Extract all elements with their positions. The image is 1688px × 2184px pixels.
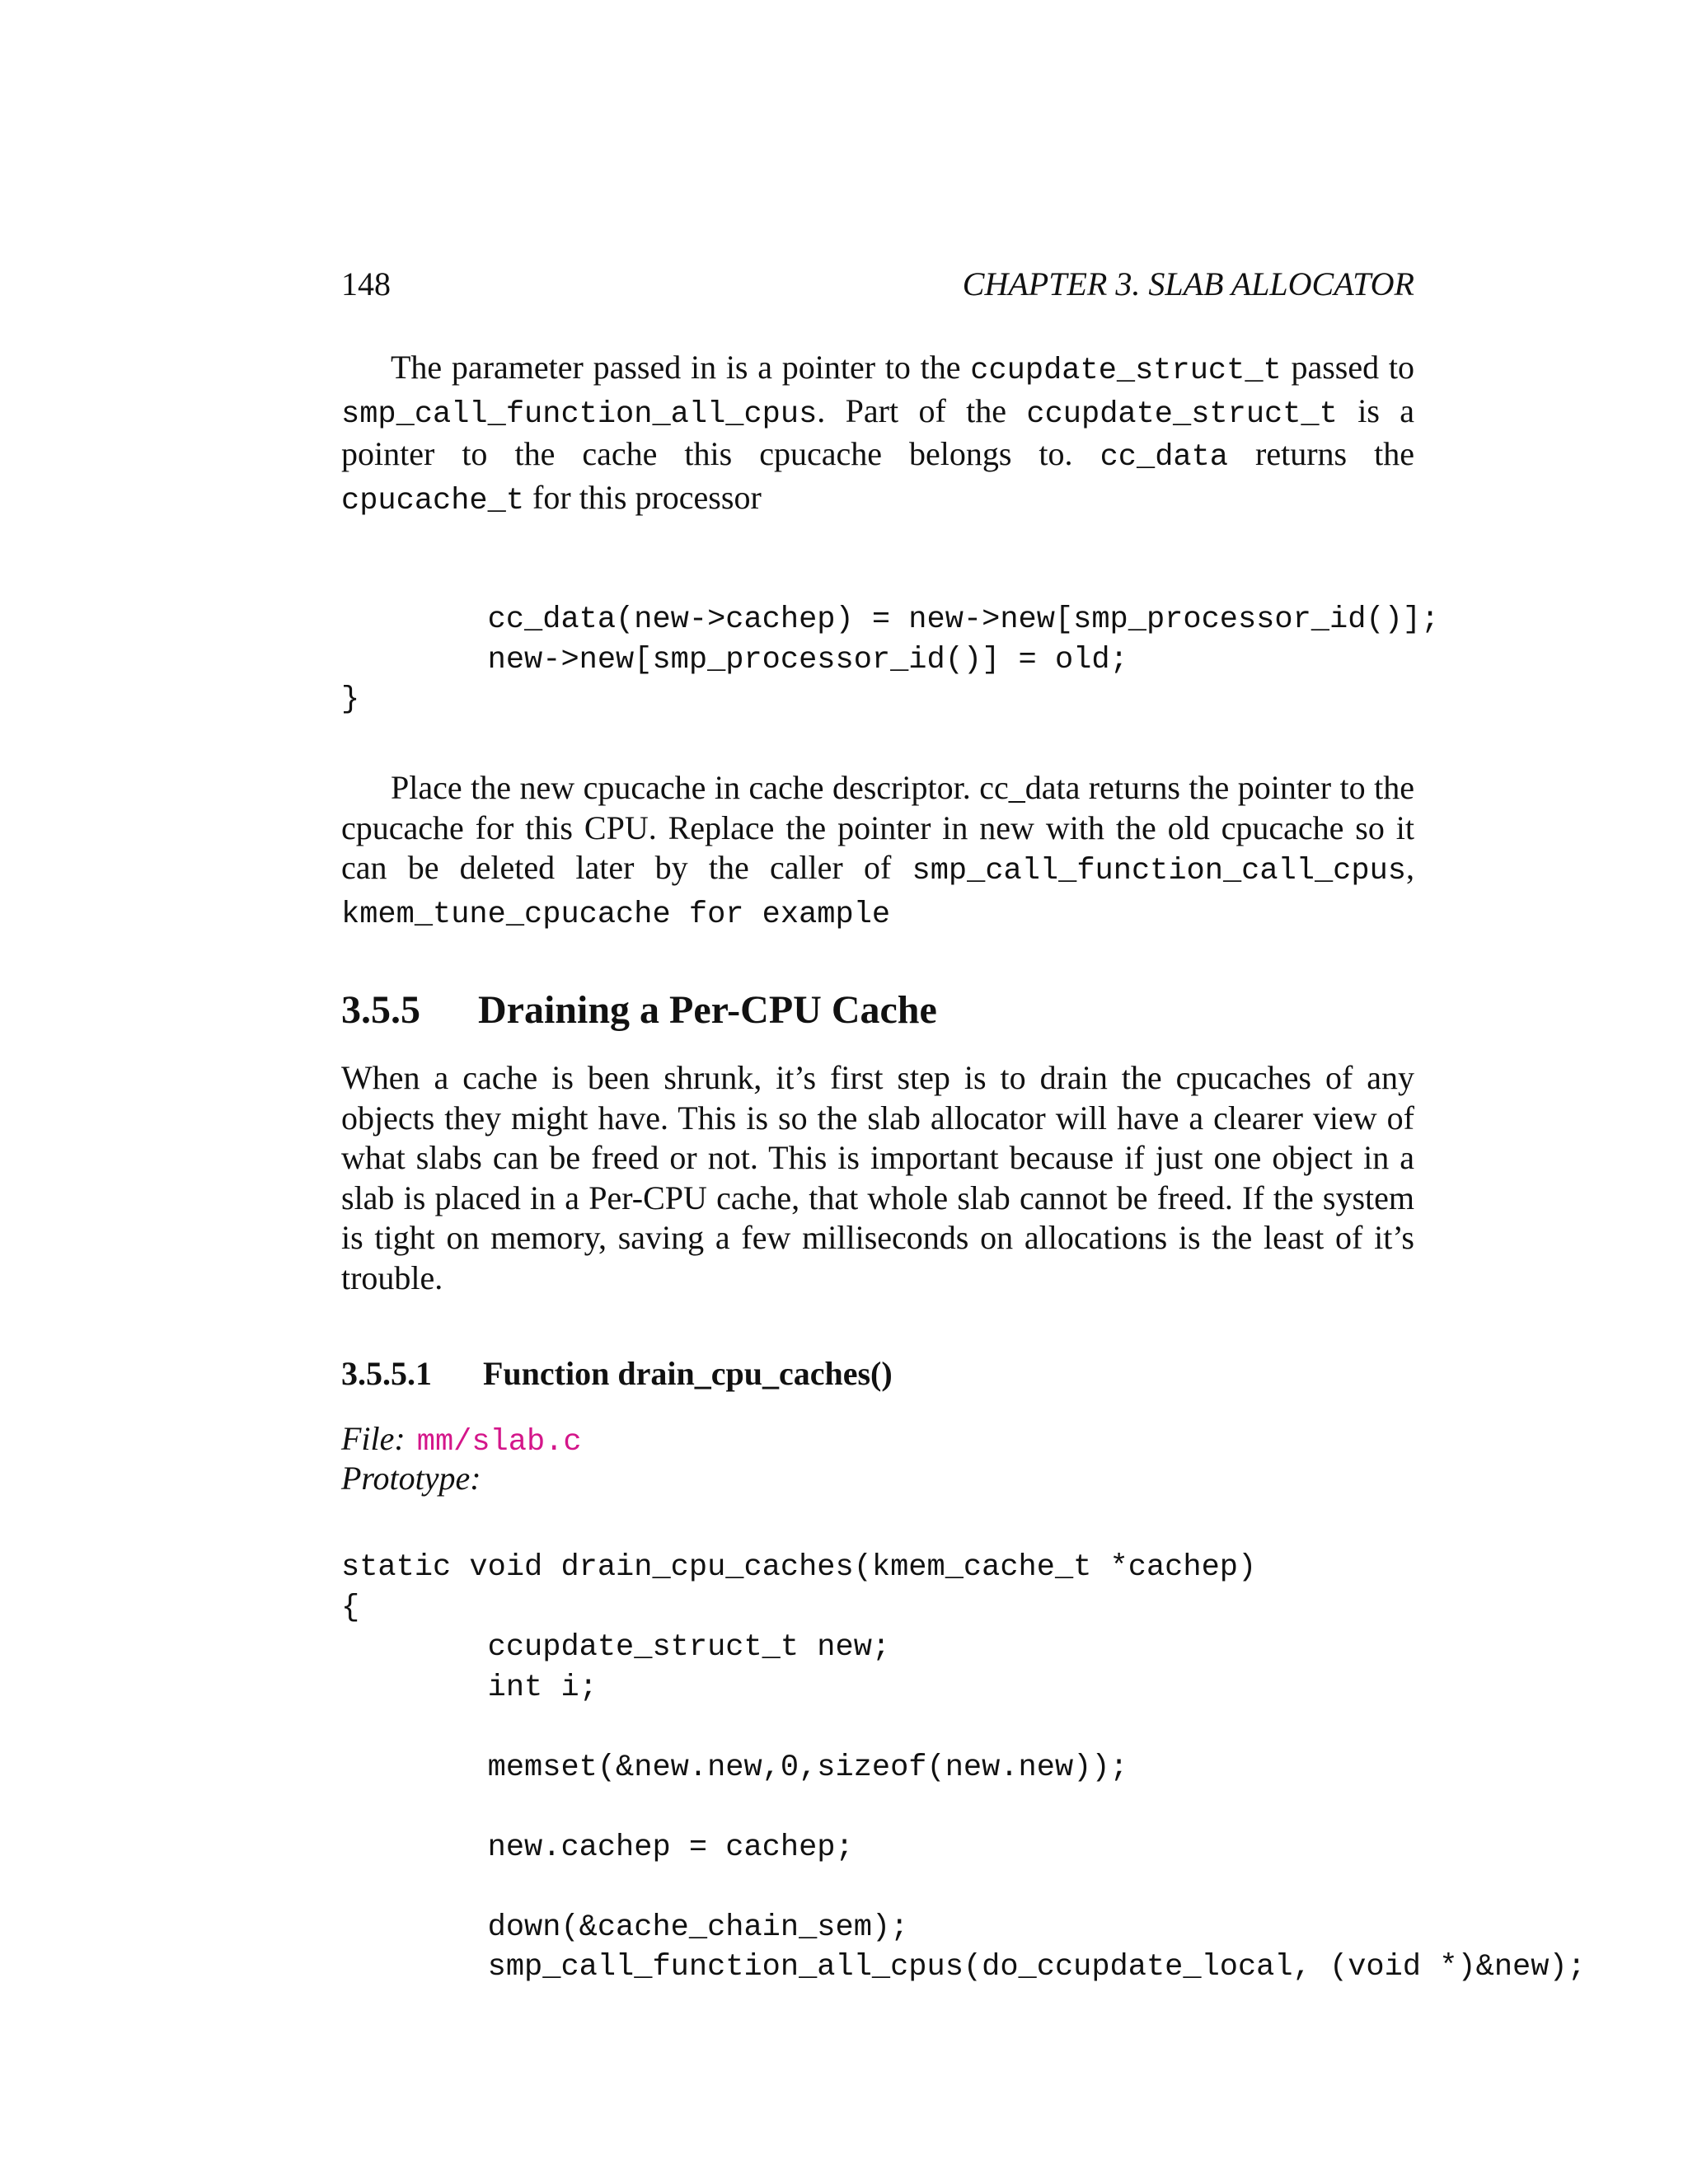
section-title: Draining a Per-CPU Cache (478, 988, 937, 1032)
file-label: File: (341, 1420, 406, 1457)
code-inline: cpucache_t (341, 483, 525, 518)
code-inline: ccupdate_struct_t (970, 354, 1282, 388)
text-run: , (1406, 849, 1414, 886)
code-inline: kmem_tune_cpucache for example (341, 897, 891, 932)
subsection-title: Function drain_cpu_caches() (483, 1355, 893, 1392)
text-run: for this processor (524, 478, 762, 516)
prototype-label: Prototype: (341, 1460, 481, 1497)
subsection-number: 3.5.5.1 (341, 1355, 432, 1392)
running-header (341, 262, 1414, 307)
text-run: The parameter passed in is a pointer to the (391, 349, 971, 386)
text-run: . Part of the (817, 391, 1027, 429)
paragraph-parameter (341, 348, 1414, 521)
file-link[interactable]: mm/slab.c (416, 1425, 582, 1460)
section-heading (341, 984, 937, 1037)
code-inline: smp_call_function_all_cpus (341, 396, 818, 432)
code-inline: smp_call_function_call_cpus (912, 854, 1406, 888)
subsection-heading (341, 1352, 893, 1396)
text-run: Place the new cpucache in cache descriptor. cc_data returns the pointer to the cpucache for this CPU. Replace the pointer in new with the old cpucache so it can be deleted later by the caller of (341, 769, 1414, 886)
text-run: returns the (1228, 435, 1414, 472)
paragraph-place-cpucache (341, 768, 1414, 935)
text-run: is a pointer to the cache this cpucache belongs to. (341, 391, 1415, 472)
code-block-drain-cpu-caches: static void drain_cpu_caches(kmem_cache_t *cachep) { ccupdate_struct_t new; int i; memset(&new.new,0,sizeof(new.new)); new.cachep = cachep; down(&cache_chain_sem); smp_call_function_all_cpus(do_ccupdate_local, (void *)&new); (341, 1550, 1586, 1985)
code-inline: ccupdate_struct_t (1026, 396, 1338, 432)
code-inline: cc_data (1100, 440, 1229, 475)
paragraph-draining: When a cache is been shrunk, it’s first step is to drain the cpucaches of any objects they might have. This is so the slab allocator will have a clearer view of what slabs can be freed or not. This is important because if just one object in a slab is placed in a Per-CPU cache, that whole slab cannot be freed. If the system is tight on memory, saving a few milliseconds on allocations is the least of it’s trouble. (341, 1059, 1414, 1296)
file-line (341, 1419, 582, 1463)
text-run: passed to (1281, 349, 1414, 386)
section-number: 3.5.5 (341, 988, 420, 1032)
page-number: 148 (341, 265, 391, 302)
code-block-ccupdate: cc_data(new->cachep) = new->new[smp_processor_id()]; new->new[smp_processor_id()] = old; } (341, 602, 1440, 717)
prototype-line (341, 1459, 481, 1499)
chapter-title: CHAPTER 3. SLAB ALLOCATOR (962, 265, 1414, 302)
